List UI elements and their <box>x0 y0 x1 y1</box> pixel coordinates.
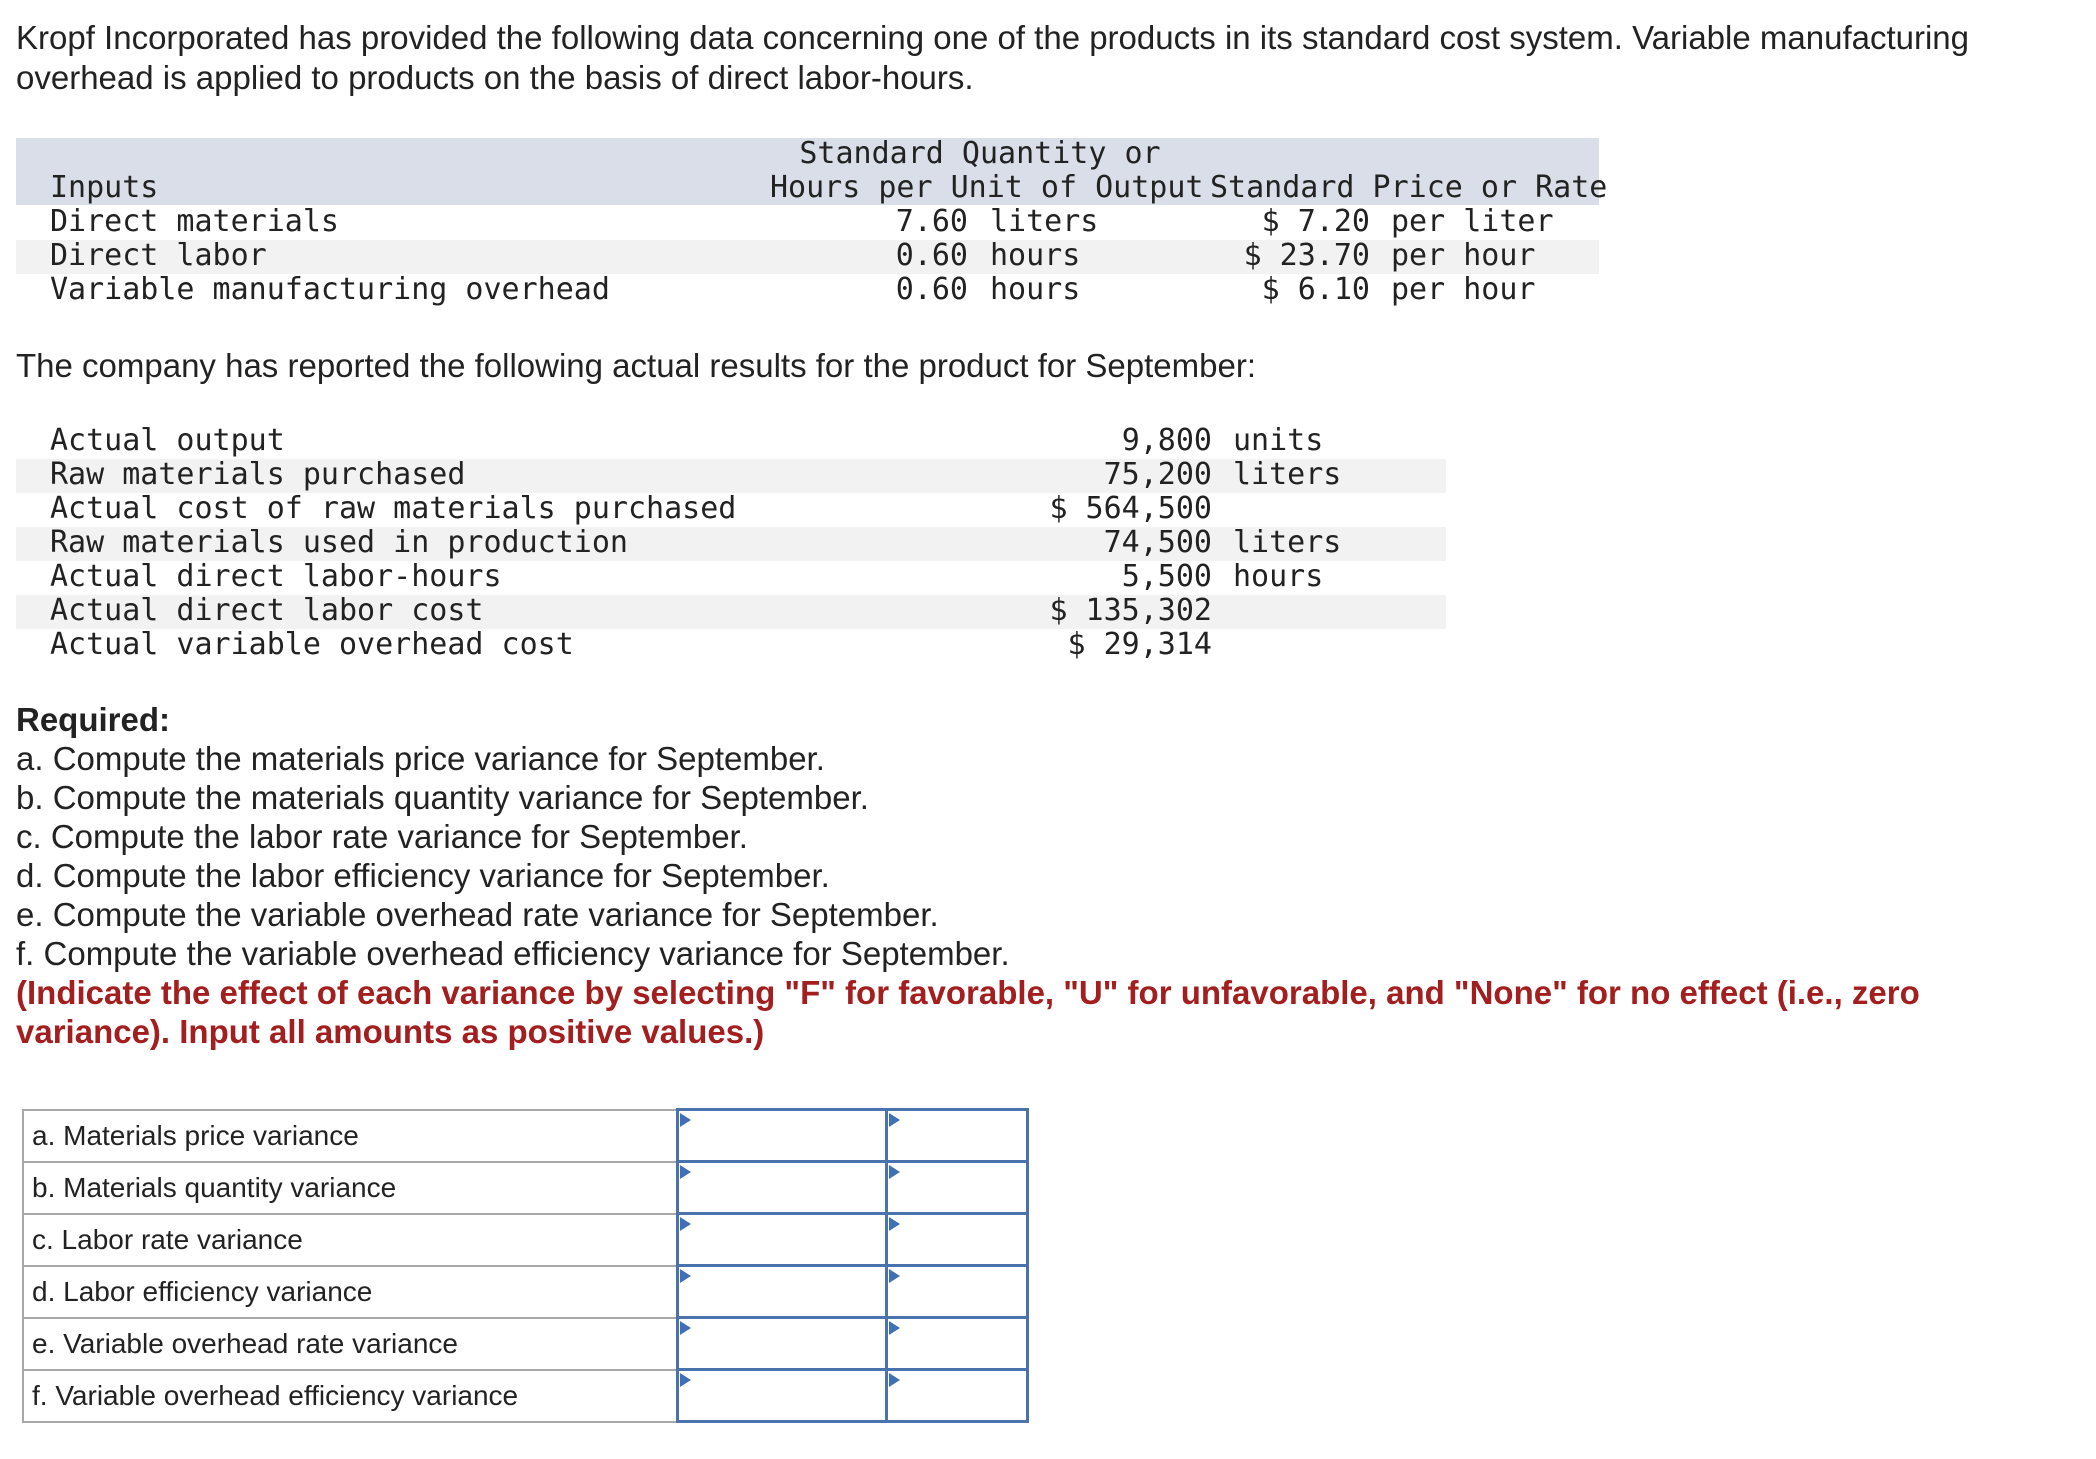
required-section <box>16 700 2066 1051</box>
answer-row <box>23 1266 1028 1318</box>
problem-intro: Kropf Incorporated has provided the following data concerning one of the products in its standard cost system. Variable manufacturing overhead is applied to products on the basis of direct labor-hours. <box>16 19 1970 96</box>
amount-input[interactable] <box>679 1319 885 1368</box>
actual-label: Raw materials used in production <box>50 525 628 560</box>
amount-cell[interactable] <box>678 1266 887 1318</box>
std-row-qty: 0.60 <box>895 272 968 307</box>
required-title: Required: <box>16 701 171 738</box>
actual-unit: hours <box>1233 559 1324 594</box>
std-row-qty: 0.60 <box>895 238 968 273</box>
answer-row <box>23 1214 1028 1266</box>
amount-input[interactable] <box>679 1371 885 1420</box>
variance-label: b. Materials quantity variance <box>23 1162 678 1214</box>
effect-select[interactable] <box>887 1162 1028 1214</box>
effect-select[interactable] <box>887 1110 1028 1162</box>
effect-select[interactable] <box>887 1214 1028 1266</box>
required-item: e. Compute the variable overhead rate variance for September. <box>16 896 939 933</box>
answer-row <box>23 1110 1028 1162</box>
amount-cell[interactable] <box>678 1214 887 1266</box>
header-qty-line2: Hours per Unit of Output <box>770 170 1204 205</box>
actual-value: 5,500 <box>1121 559 1212 594</box>
variance-label: d. Labor efficiency variance <box>23 1266 678 1318</box>
dropdown-marker-icon <box>889 1217 900 1231</box>
actual-label: Actual direct labor-hours <box>50 559 502 594</box>
std-row-qty-unit: hours <box>990 272 1081 307</box>
variance-label: a. Materials price variance <box>23 1110 678 1162</box>
dropdown-marker-icon <box>889 1321 900 1335</box>
actual-label: Actual direct labor cost <box>50 593 484 628</box>
effect-select[interactable] <box>887 1370 1028 1422</box>
actual-label: Actual cost of raw materials purchased <box>50 491 737 526</box>
dropdown-marker-icon <box>889 1113 900 1127</box>
effect-select[interactable] <box>887 1266 1028 1318</box>
header-qty-line1: Standard Quantity or <box>799 136 1161 171</box>
std-row-input: Variable manufacturing overhead <box>50 272 610 307</box>
std-row-input: Direct materials <box>50 204 339 239</box>
actual-unit: liters <box>1233 457 1342 492</box>
amount-input[interactable] <box>679 1111 885 1160</box>
variance-label: f. Variable overhead efficiency variance <box>23 1370 678 1422</box>
std-row-qty: 7.60 <box>895 204 968 239</box>
required-item: b. Compute the materials quantity variance for September. <box>16 779 869 816</box>
std-row-qty-unit: hours <box>990 238 1081 273</box>
actual-label: Raw materials purchased <box>50 457 466 492</box>
actual-label: Actual output <box>50 423 285 458</box>
actual-label: Actual variable overhead cost <box>50 627 574 662</box>
std-row-price: $ 6.10 <box>1261 272 1370 307</box>
dropdown-marker-icon <box>889 1165 900 1179</box>
instructions-note: (Indicate the effect of each variance by selecting "F" for favorable, "U" for unfavorable, and "None" for no effect (i.e., zero variance). Input all amounts as positive values.) <box>16 974 1920 1050</box>
answer-table <box>22 1108 1029 1423</box>
actual-value: 75,200 <box>1103 457 1212 492</box>
header-inputs: Inputs <box>50 170 159 205</box>
amount-input[interactable] <box>679 1267 885 1316</box>
std-row-price: $ 7.20 <box>1261 204 1370 239</box>
std-row-price-unit: per liter <box>1391 204 1554 239</box>
actual-unit: liters <box>1233 525 1342 560</box>
dropdown-marker-icon <box>889 1373 900 1387</box>
actual-unit: units <box>1233 423 1324 458</box>
amount-input[interactable] <box>679 1163 885 1212</box>
actual-value: 9,800 <box>1121 423 1212 458</box>
std-row-input: Direct labor <box>50 238 267 273</box>
amount-cell[interactable] <box>678 1318 887 1370</box>
std-row-price-unit: per hour <box>1391 272 1536 307</box>
amount-cell[interactable] <box>678 1162 887 1214</box>
answer-row <box>23 1370 1028 1422</box>
answer-row <box>23 1318 1028 1370</box>
required-item: a. Compute the materials price variance for September. <box>16 740 825 777</box>
actual-value: $ 29,314 <box>1067 627 1212 662</box>
actual-value: $ 564,500 <box>1049 491 1212 526</box>
effect-select[interactable] <box>887 1318 1028 1370</box>
variance-label: c. Labor rate variance <box>23 1214 678 1266</box>
answer-row <box>23 1162 1028 1214</box>
actual-results-intro: The company has reported the following actual results for the product for September: <box>16 347 1256 384</box>
actual-value: 74,500 <box>1103 525 1212 560</box>
dropdown-marker-icon <box>889 1269 900 1283</box>
variance-label: e. Variable overhead rate variance <box>23 1318 678 1370</box>
required-item: f. Compute the variable overhead efficiency variance for September. <box>16 935 1010 972</box>
amount-cell[interactable] <box>678 1110 887 1162</box>
std-row-qty-unit: liters <box>990 204 1099 239</box>
amount-input[interactable] <box>679 1215 885 1264</box>
amount-cell[interactable] <box>678 1370 887 1422</box>
actual-value: $ 135,302 <box>1049 593 1212 628</box>
required-item: d. Compute the labor efficiency variance for September. <box>16 857 830 894</box>
required-item: c. Compute the labor rate variance for September. <box>16 818 748 855</box>
std-row-price-unit: per hour <box>1391 238 1536 273</box>
std-row-price: $ 23.70 <box>1243 238 1370 273</box>
header-price: Standard Price or Rate <box>1210 170 1608 205</box>
